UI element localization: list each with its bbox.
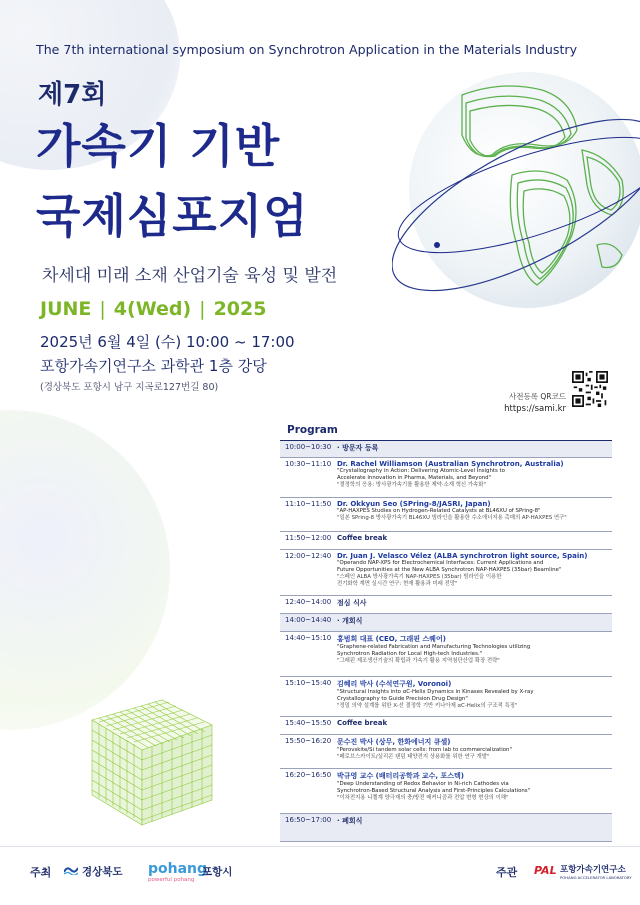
program-content xyxy=(335,596,612,613)
program-talk-title: Synchrotron-Based Structural Analysis and First-Principles Calculations" xyxy=(337,788,531,794)
gyeongbuk-logo-icon xyxy=(64,866,78,875)
event-month: JUNE xyxy=(40,298,92,320)
organizer-name: 포항가속기연구소 xyxy=(560,865,626,875)
program-time: 15:40~15:50 xyxy=(285,719,332,727)
program-talk-title: "Crystallography in Action: Delivering Atomic-Level Insights to xyxy=(337,468,505,474)
program-talk-title-korean: "이차전지용 니켈계 양극재의 충/방전 메커니즘과 전압 변형 현상의 이해" xyxy=(337,795,509,801)
program-row xyxy=(280,769,612,814)
program-talk-title-korean: "정밀 의약 설계를 위한 X-선 결정학 기반 키나아제 αC-Helix의 구조적 특징" xyxy=(337,703,518,709)
program-talk-title: Accelerate Innovation in Pharma, Materials, and Beyond" xyxy=(337,475,492,481)
program-content xyxy=(335,717,612,734)
date-separator: | xyxy=(99,298,106,320)
event-date-line xyxy=(40,298,266,320)
program-time: 16:50~17:00 xyxy=(285,816,332,824)
program-time: 11:10~11:50 xyxy=(285,500,332,508)
program-row xyxy=(280,632,612,677)
program-content xyxy=(335,498,612,531)
program-row xyxy=(280,677,612,717)
program-row xyxy=(280,458,612,498)
program-talk-title: "AP-HAXPES Studies on Hydrogen-Related Catalysts at BL46XU of SPring-8" xyxy=(337,508,541,514)
event-day: 4(Wed) xyxy=(113,298,192,320)
program-session: · 개회식 xyxy=(337,617,363,625)
host-pohang: 포항시 xyxy=(202,866,233,878)
program-content xyxy=(335,769,612,813)
organizer-label: 주관 xyxy=(496,866,518,879)
program-table xyxy=(280,440,612,842)
program-talk-title-korean: 전기화학 계면 실시간 연구: 현재 활용과 미래 전망" xyxy=(337,581,458,587)
event-address: (경상북도 포항시 남구 지곡로127번길 80) xyxy=(40,382,219,393)
lattice-cube-icon xyxy=(82,680,222,830)
program-speaker: 홍범희 대표 (CEO, 그래핀 스퀘어) xyxy=(337,635,446,643)
program-row xyxy=(280,614,612,632)
program-speaker: 문수진 박사 (상무, 한화에너지 큐셀) xyxy=(337,738,451,746)
program-row xyxy=(280,498,612,532)
program-content xyxy=(335,532,612,549)
program-talk-title: "Graphene-related Fabrication and Manufacturing Technologies utilizing xyxy=(337,644,531,650)
registration-qr-label: 사전등록 QR코드 xyxy=(509,392,566,401)
program-row xyxy=(280,814,612,842)
program-session: 점심 식사 xyxy=(337,599,367,607)
program-time: 14:40~15:10 xyxy=(285,634,332,642)
program-content xyxy=(335,677,612,716)
host-label: 주최 xyxy=(30,866,52,879)
program-talk-title: "Perovskite/Si tandem solar cells: from lab to commercialization" xyxy=(337,747,512,753)
program-content xyxy=(335,441,612,457)
program-row xyxy=(280,596,612,614)
program-speaker: 김혜리 박사 (수석연구원, Voronoi) xyxy=(337,680,452,688)
pohang-logo: pohang xyxy=(148,861,208,877)
program-talk-title-korean: "일본 SPring-8 방사광가속기 BL46XU 빔라인을 활용한 수소에너지용 촉매의 AP-HAXPES 연구" xyxy=(337,515,567,521)
pohang-logo-subtext: powerful pohang xyxy=(148,877,195,883)
program-time: 15:50~16:20 xyxy=(285,737,332,745)
main-title-line-2: 국제심포지엄 xyxy=(36,189,309,243)
program-session: · 폐회식 xyxy=(337,817,363,825)
program-content xyxy=(335,735,612,768)
program-row xyxy=(280,532,612,550)
program-talk-title: "Deep Understanding of Redox Behavior in Ni-rich Cathodes via xyxy=(337,781,509,787)
subtitle: 차세대 미래 소재 산업기술 육성 및 발전 xyxy=(42,266,338,286)
program-time: 16:20~16:50 xyxy=(285,771,332,779)
program-talk-title: Crystallography to Guide Precision Drug Design" xyxy=(337,696,468,702)
program-content xyxy=(335,614,612,631)
program-speaker: Dr. Rachel Williamson (Australian Synchrotron, Australia) xyxy=(337,460,564,468)
program-talk-title-korean: "결정학의 응용: 방사광가속기를 활용한 제약·소재 혁신 가속화" xyxy=(337,482,486,488)
main-title-line-1: 가속기 기반 xyxy=(36,119,281,173)
program-session: Coffee break xyxy=(337,719,388,727)
qr-code-icon[interactable] xyxy=(572,371,608,407)
symposium-english-title: The 7th international symposium on Synchrotron Application in the Materials Industry xyxy=(36,42,578,57)
program-talk-title-korean: "페로브스카이트/실리콘 탠덤 태양전지 상용화를 위한 연구 개발" xyxy=(337,754,490,760)
organizer-name-english: POHANG ACCELERATOR LABORATORY xyxy=(560,875,632,880)
event-datetime: 2025년 6월 4일 (수) 10:00 ~ 17:00 xyxy=(40,333,295,351)
program-talk-title: Future Opportunities at the New ALBA Synchrotron NAP-HAXPES (35bar) Beamline" xyxy=(337,567,562,573)
program-time: 12:00~12:40 xyxy=(285,552,332,560)
program-row xyxy=(280,735,612,769)
program-speaker: Dr. Okkyun Seo (SPring-8/JASRI, Japan) xyxy=(337,500,491,508)
program-row xyxy=(280,717,612,735)
program-row xyxy=(280,550,612,596)
program-talk-title: Synchrotron Radiation for Local High-tech Industries." xyxy=(337,651,483,657)
program-talk-title: "Operando NAP-XPS for Electrochemical Interfaces: Current Applications and xyxy=(337,560,544,566)
program-speaker: 박규영 교수 (배터리공학과 교수, 포스텍) xyxy=(337,772,464,780)
program-speaker: Dr. Juan J. Velasco Vélez (ALBA synchrotron light source, Spain) xyxy=(337,552,588,560)
footer-divider xyxy=(0,846,640,847)
registration-url[interactable]: https://sami.kr xyxy=(504,404,566,414)
program-heading: Program xyxy=(287,424,338,436)
pal-logo: PAL xyxy=(534,864,557,877)
globe-icon xyxy=(392,55,640,325)
program-talk-title-korean: "스페인 ALBA 방사광가속기 NAP-HAXPES (35bar) 빔라인을 이용한 xyxy=(337,574,502,580)
program-session: Coffee break xyxy=(337,534,388,542)
program-content xyxy=(335,632,612,676)
program-time: 14:00~14:40 xyxy=(285,616,332,624)
date-separator: | xyxy=(199,298,206,320)
registration-info xyxy=(470,391,566,414)
program-time: 11:50~12:00 xyxy=(285,534,332,542)
program-content xyxy=(335,550,612,595)
program-time: 10:00~10:30 xyxy=(285,443,332,451)
program-time: 15:10~15:40 xyxy=(285,679,332,687)
edition-label: 제7회 xyxy=(38,80,107,110)
program-talk-title-korean: "그래핀 제조생산기술의 확립과 가속기 활용 지역첨단산업 확장 전략" xyxy=(337,658,500,664)
program-content xyxy=(335,458,612,497)
program-time: 12:40~14:00 xyxy=(285,598,332,606)
program-content xyxy=(335,814,612,841)
program-time: 10:30~11:10 xyxy=(285,460,332,468)
event-venue: 포항가속기연구소 과학관 1층 강당 xyxy=(40,357,267,375)
program-session: · 방문자 등록 xyxy=(337,444,379,452)
program-talk-title: "Structural Insights into αC-Helix Dynamics in Kinases Revealed by X-ray xyxy=(337,689,534,695)
host-gyeongbuk: 경상북도 xyxy=(82,866,123,878)
event-year: 2025 xyxy=(213,298,267,320)
program-row xyxy=(280,441,612,458)
